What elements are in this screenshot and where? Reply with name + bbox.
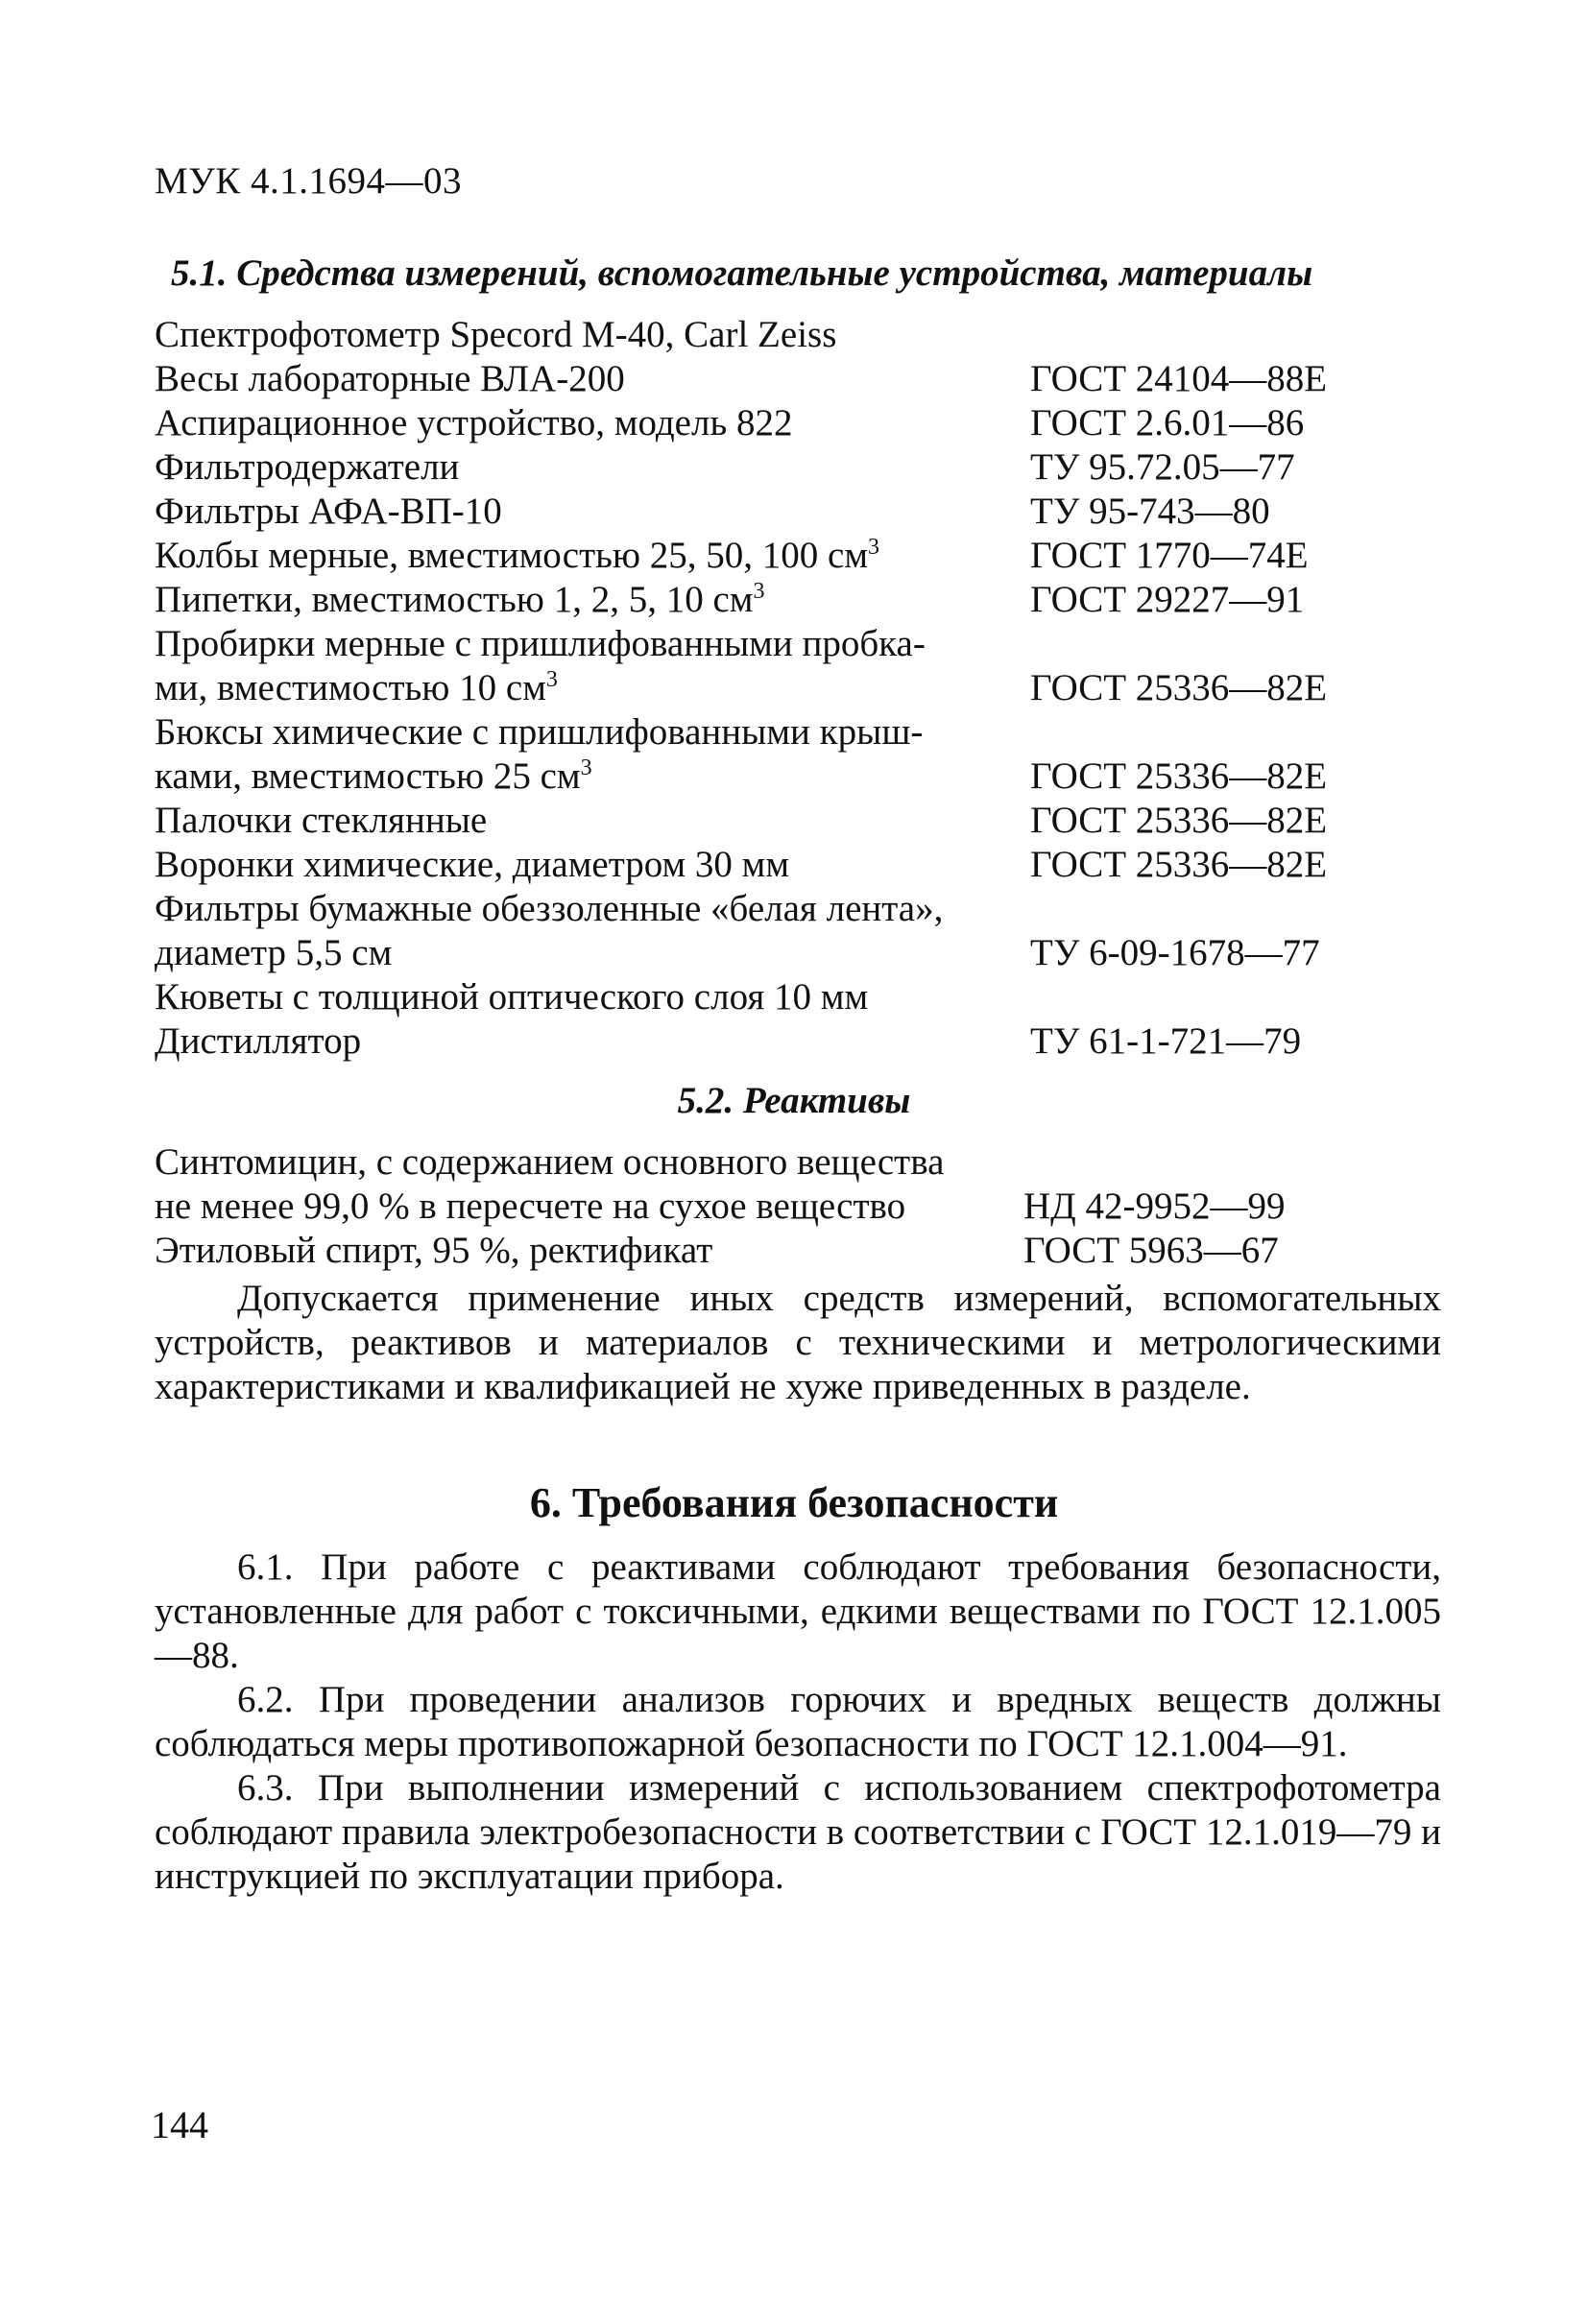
equipment-name: Фильтры бумажные обеззоленные «белая лента», — [155, 888, 944, 929]
section-5-1-title: 5.1. Средства измерений, вспомогательные устройства, материалы — [171, 252, 1313, 294]
reagent-name: Этиловый спирт, 95 %, ректификат — [155, 1230, 713, 1271]
superscript: 3 — [545, 667, 558, 692]
substitution-note: Допускается применение иных средств измерений, вспомогательных устройств, реактивов и материалов с техническими и метрологическими характеристиками и квалификацией не хуже приведенных в разделе. — [155, 1278, 1441, 1407]
equipment-name: Бюксы химические с пришлифованными крыш- — [155, 711, 924, 753]
equipment-standard: ГОСТ 2.6.01—86 — [1030, 402, 1305, 443]
equipment-row — [155, 534, 1441, 578]
document-header: МУК 4.1.1694—03 — [155, 160, 463, 202]
equipment-row — [155, 931, 1441, 975]
equipment-row — [155, 401, 1441, 445]
equipment-standard: ТУ 95.72.05—77 — [1030, 446, 1295, 488]
reagent-standard: ГОСТ 5963—67 — [1023, 1230, 1279, 1271]
equipment-row — [155, 843, 1441, 887]
equipment-name: ми, вместимостью 10 $см^3$ — [155, 667, 558, 708]
reagent-name: не менее 99,0 % в пересчете на сухое вещество — [155, 1186, 906, 1227]
equipment-name: Пробирки мерные с пришлифованными пробка- — [155, 623, 926, 664]
equipment-row — [155, 887, 1441, 931]
reagent-row — [155, 1229, 1441, 1273]
section-5-2-title: 5.2. Реактивы — [677, 1080, 911, 1121]
equipment-standard: ГОСТ 25336—82Е — [1030, 800, 1328, 841]
equipment-name: Пипетки, вместимостью 1, 2, 5, 10 $см^3$ — [155, 579, 765, 620]
equipment-standard: ГОСТ 25336—82Е — [1030, 755, 1328, 797]
page-number: 144 — [151, 2103, 208, 2146]
safety-paragraph-6-1: 6.1. При работе с реактивами соблюдают требования безопасности, установленные для работ с токсичными, едкими веществами по ГОСТ 12.1.005—88. — [155, 1546, 1441, 1676]
equipment-name: Воронки химические, диаметром 30 мм — [155, 844, 790, 885]
equipment-row — [155, 799, 1441, 843]
equipment-standard: ТУ 6-09-1678—77 — [1030, 932, 1320, 973]
equipment-row — [155, 666, 1441, 710]
equipment-name: Кюветы с толщиной оптического слоя 10 мм — [155, 976, 869, 1018]
safety-paragraph-6-2: 6.2. При проведении анализов горючих и вредных веществ должны соблюдаться меры противопожарной безопасности по ГОСТ 12.1.004—91. — [155, 1679, 1441, 1764]
equipment-row — [155, 445, 1441, 490]
superscript: 3 — [868, 535, 880, 560]
equipment-standard: ГОСТ 25336—82Е — [1030, 667, 1328, 708]
equipment-name: Колбы мерные, вместимостью 25, 50, 100 $см^3$ — [155, 535, 880, 576]
equipment-row — [155, 357, 1441, 401]
equipment-standard: ГОСТ 1770—74Е — [1030, 535, 1309, 576]
equipment-name: Дистиллятор — [155, 1020, 362, 1062]
equipment-standard: ГОСТ 24104—88Е — [1030, 358, 1328, 399]
equipment-name: диаметр 5,5 см — [155, 932, 393, 973]
equipment-name: Аспирационное устройство, модель 822 — [155, 402, 793, 443]
equipment-standard: ТУ 95-743—80 — [1030, 491, 1270, 532]
equipment-row — [155, 490, 1441, 534]
reagent-name: Синтомицин, с содержанием основного вещества — [155, 1141, 945, 1183]
reagent-standard: НД 42-9952—99 — [1023, 1186, 1286, 1227]
equipment-row — [155, 622, 1441, 666]
equipment-name: Палочки стеклянные — [155, 800, 488, 841]
equipment-row — [155, 710, 1441, 755]
equipment-row — [155, 975, 1441, 1019]
equipment-standard: ТУ 61-1-721—79 — [1030, 1020, 1302, 1062]
reagent-row — [155, 1185, 1441, 1229]
safety-paragraph-6-3: 6.3. При выполнении измерений с использованием спектрофотометра соблюдают правила электробезопасности в соответствии с ГОСТ 12.1.019—79 и инструкцией по эксплуатации прибора. — [155, 1767, 1441, 1897]
equipment-name: Весы лабораторные ВЛА-200 — [155, 358, 625, 399]
equipment-row — [155, 578, 1441, 622]
equipment-row — [155, 313, 1441, 357]
equipment-standard: ГОСТ 25336—82Е — [1030, 844, 1328, 885]
equipment-standard: ГОСТ 29227—91 — [1030, 579, 1305, 620]
reagent-row — [155, 1140, 1441, 1185]
equipment-name: Фильтры АФА-ВП-10 — [155, 491, 502, 532]
equipment-name: Фильтродержатели — [155, 446, 460, 488]
section-6-title: 6. Требования безопасности — [529, 1479, 1059, 1526]
superscript: 3 — [753, 579, 765, 604]
equipment-row — [155, 1019, 1441, 1064]
superscript: 3 — [580, 755, 592, 780]
equipment-name: Спектрофотометр Specord M-40, Carl Zeiss — [155, 314, 837, 355]
equipment-name: ками, вместимостью 25 $см^3$ — [155, 755, 592, 797]
equipment-row — [155, 755, 1441, 799]
